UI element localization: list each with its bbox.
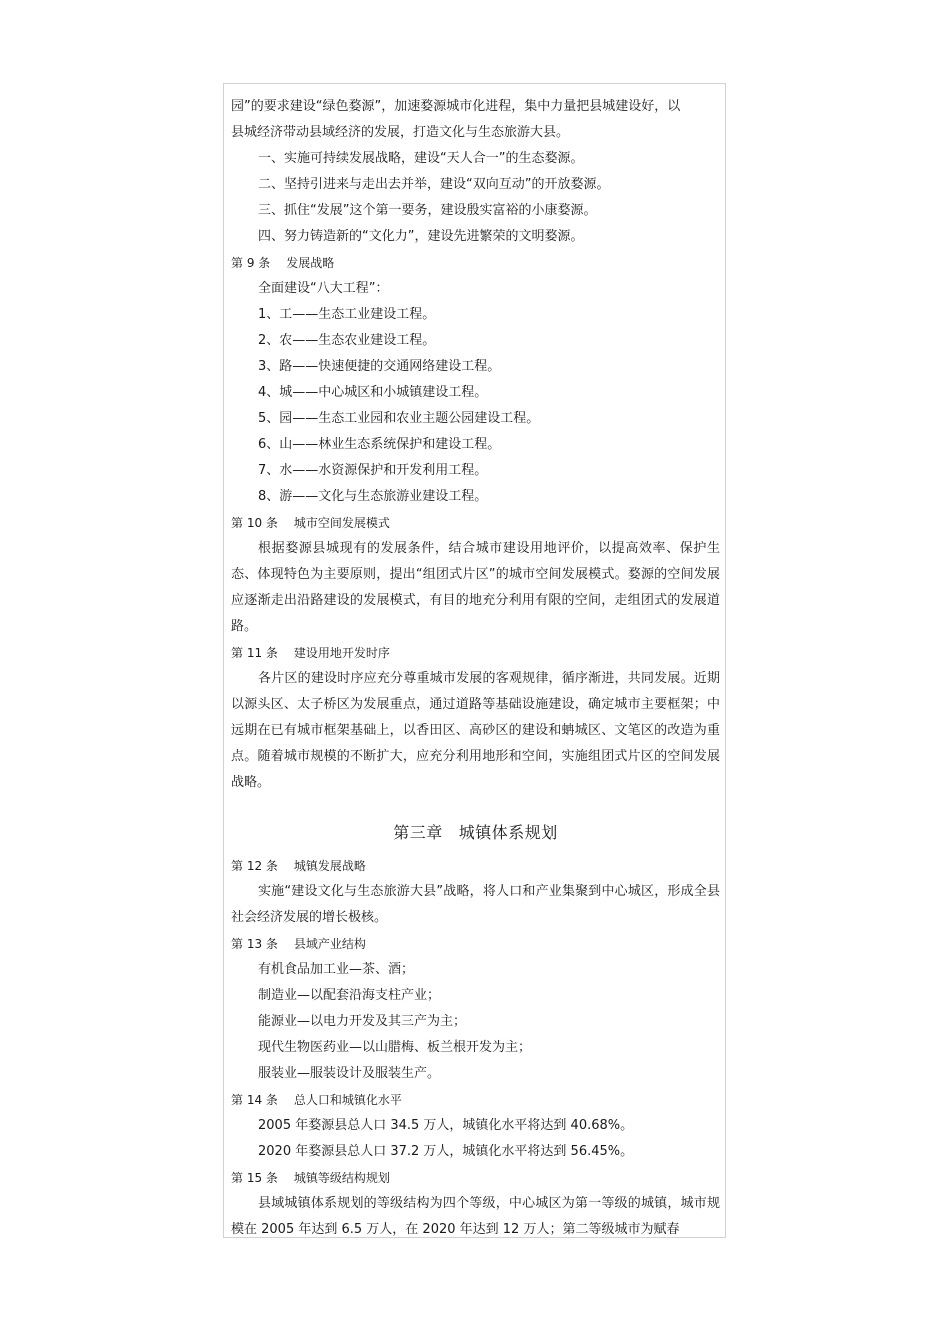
strategy-item-3: 三、抓住“发展”这个第一要务，建设殷实富裕的小康婺源。 xyxy=(258,203,597,218)
article-13-title: 县域产业结构 xyxy=(293,937,366,951)
project-item-8: 8、游——文化与生态旅游业建设工程。 xyxy=(258,489,488,504)
article-10-title: 城市空间发展模式 xyxy=(293,516,390,530)
industry-item-5: 服装业—服装设计及服装生产。 xyxy=(258,1066,441,1081)
article-9-heading xyxy=(231,250,720,276)
article-12-title: 城镇发展战略 xyxy=(293,859,366,873)
strategy-item-4: 四、努力铸造新的“文化力”，建设先进繁荣的文明婺源。 xyxy=(258,229,584,244)
intro-line-2: 县城经济带动县域经济的发展，打造文化与生态旅游大县。 xyxy=(231,125,570,140)
article-14-title: 总人口和城镇化水平 xyxy=(293,1093,402,1107)
article-9-title: 发展战略 xyxy=(286,256,335,270)
chapter-3-heading xyxy=(231,813,720,853)
article-14-number: 第 14 条 xyxy=(231,1093,278,1107)
article-9-number: 第 9 条 xyxy=(231,256,271,270)
industry-item-2: 制造业—以配套沿海支柱产业； xyxy=(258,988,441,1003)
article-12-number: 第 12 条 xyxy=(231,859,278,873)
article-15-title: 城镇等级结构规划 xyxy=(293,1171,390,1185)
article-10-body: 根据婺源县城现有的发展条件，结合城市建设用地评价，以提高效率、保护生态、体现特色为主要原则，提出“组团式片区”的城市空间发展模式。婺源的空间发展应逐渐走出沿路建设的发展模式，有目的地充分利用有限的空间，走组团式的发展道路。 xyxy=(231,541,720,634)
chapter-3-number: 第三章 xyxy=(393,823,443,842)
population-item-2005: 2005 年婺源县总人口 34.5 万人，城镇化水平将达到 40.68%。 xyxy=(258,1118,634,1133)
article-15-heading xyxy=(231,1165,720,1191)
intro-line-1: 园”的要求建设“绿色婺源”，加速婺源城市化进程，集中力量把县城建设好，以 xyxy=(231,99,681,114)
project-item-7: 7、水——水资源保护和开发利用工程。 xyxy=(258,463,488,478)
project-item-6: 6、山——林业生态系统保护和建设工程。 xyxy=(258,437,501,452)
section-spacer xyxy=(231,796,720,813)
article-12-body: 实施“建设文化与生态旅游大县”战略，将人口和产业集聚到中心城区，形成全县社会经济发展的增长极核。 xyxy=(231,884,720,925)
chapter-3-title: 城镇体系规划 xyxy=(458,823,558,842)
industry-item-4: 现代生物医药业—以山腊梅、板兰根开发为主； xyxy=(258,1040,532,1055)
project-item-3: 3、路——快速便捷的交通网络建设工程。 xyxy=(258,359,501,374)
project-item-2: 2、农——生态农业建设工程。 xyxy=(258,333,436,348)
project-item-5: 5、园——生态工业园和农业主题公园建设工程。 xyxy=(258,411,540,426)
article-11-number: 第 11 条 xyxy=(231,646,278,660)
population-item-2020: 2020 年婺源县总人口 37.2 万人，城镇化水平将达到 56.45%。 xyxy=(258,1144,634,1159)
article-13-heading xyxy=(231,931,720,957)
project-item-1: 1、工——生态工业建设工程。 xyxy=(258,307,436,322)
article-14-heading xyxy=(231,1087,720,1113)
article-11-title: 建设用地开发时序 xyxy=(293,646,390,660)
project-item-4: 4、城——中心城区和小城镇建设工程。 xyxy=(258,385,488,400)
document-page xyxy=(223,83,726,1238)
article-13-number: 第 13 条 xyxy=(231,937,278,951)
article-12-heading xyxy=(231,853,720,879)
industry-item-3: 能源业—以电力开发及其三产为主； xyxy=(258,1014,467,1029)
article-11-heading xyxy=(231,640,720,666)
document-content xyxy=(231,94,720,1238)
article-15-body: 县域城镇体系规划的等级结构为四个等级，中心城区为第一等级的城镇，城市规模在 2005 年达到 6.5 万人，在 2020 年达到 12 万人；第二等级城市为赋春 xyxy=(231,1196,720,1237)
strategy-item-1: 一、实施可持续发展战略，建设“天人合一”的生态婺源。 xyxy=(258,151,584,166)
article-15-number: 第 15 条 xyxy=(231,1171,278,1185)
article-10-number: 第 10 条 xyxy=(231,516,278,530)
strategy-item-2: 二、坚持引进来与走出去并举，建设“双向互动”的开放婺源。 xyxy=(258,177,610,192)
article-10-heading xyxy=(231,510,720,536)
article-11-body: 各片区的建设时序应充分尊重城市发展的客观规律，循序渐进，共同发展。近期以源头区、太子桥区为发展重点，通过道路等基础设施建设，确定城市主要框架；中远期在已有城市框架基础上，以香田区、高砂区的建设和蚺城区、文笔区的改造为重点。随着城市规模的不断扩大，应充分利用地形和空间，实施组团式片区的空间发展战略。 xyxy=(231,671,720,790)
industry-item-1: 有机食品加工业—茶、酒； xyxy=(258,962,415,977)
article-9-intro: 全面建设“八大工程”： xyxy=(258,281,389,296)
